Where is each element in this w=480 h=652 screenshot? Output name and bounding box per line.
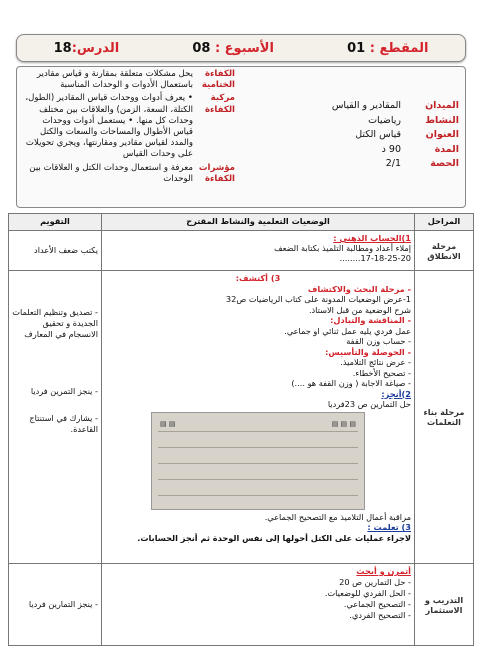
phase-launch: مرحلة الانطلاق	[415, 231, 474, 271]
learned-title: 3) تعلمت :	[367, 522, 411, 532]
table-row-launch	[9, 231, 474, 271]
launch-line-1: إملاء أعداد ومطالبة التلميذ بكتابة الضعف	[274, 243, 411, 253]
do-title: 2)أنجز:	[381, 388, 411, 399]
build-line-7: - صياغة الاجابة ( وزن القفة هو ....)	[291, 378, 411, 388]
build-line-1: 1-عرض الوضعيات المدونة على كتاب الرياضيات ص32	[225, 294, 411, 304]
phase-build: مرحلة بناء التعلمات	[415, 271, 474, 564]
discover-title: 3) أكتشف:	[235, 273, 281, 283]
eval-build	[9, 271, 102, 564]
assess-title: - الحوصلة والتأسيس:	[325, 346, 411, 357]
practice-line-4: - التصحيح الفردي.	[349, 610, 411, 620]
eval-practice: - ينجز التمارين فرديا	[9, 564, 102, 646]
col-phase-header: المراحل	[415, 214, 474, 231]
lesson-item: الدرس:18	[53, 40, 120, 56]
build-line-4: - حساب وزن القفة	[346, 336, 411, 346]
competencies	[21, 69, 235, 187]
table-row-build	[9, 271, 474, 564]
build-line-2: شرح الوضعية من قبل الاستاذ.	[308, 304, 411, 315]
section-item: المقطع : 01	[347, 40, 429, 56]
field-domain: الميدان المقادير و القياس	[331, 100, 459, 111]
field-duration: المدة 90 د	[381, 143, 459, 155]
lesson-info-fields	[233, 99, 459, 172]
launch-line-2: 17-18-25-20........	[339, 253, 411, 263]
activity-practice	[102, 564, 415, 646]
eval-build-2: - ينجز التمرين فرديا	[30, 386, 98, 396]
search-title: - مرحلة البحث والاكتشاف	[307, 283, 411, 294]
table-header-row	[9, 214, 474, 231]
competency-component: مركبة الكفاءة • يعرف أدوات ووحدات قياس المقادير (الطول، الكتلة، السعة، الزمن) والعلاقات بين مختلف وحدات كل منها. • يستعمل أدوات ووحدات قياس الأطوال والمساحات والسعات والكتل والمدد لقياس مقادير ومقارنتها، ويجري تحويلات على وحدات القياس	[25, 93, 235, 160]
col-activity-header: الوضعيات التعلمية والنشاط المقترح	[102, 214, 415, 231]
field-title: العنوان قياس الكتل	[355, 129, 459, 140]
col-eval-header: التقويم	[9, 214, 102, 231]
eval-build-1: - تصديق وتنظيم التعلمات الجديدة و تحقيق الانسجام في المعارف	[12, 307, 98, 339]
table-row-practice	[9, 564, 474, 646]
field-activity: النشاط رياضيات	[368, 114, 459, 126]
build-line-3: عمل فردي يليه عمل ثنائي او جماعي.	[284, 325, 411, 336]
practice-line-1: - حل التمارين ص 20	[339, 577, 411, 587]
practice-line-2: - الحل الفردي للوضعيات.	[324, 588, 411, 598]
mental-calc-title: 1)الحساب الذهني :	[333, 233, 411, 243]
competency-indicators: مؤشرات الكفاءة معرفة و استعمال وحدات الكتل و العلاقات بين الوحدات	[29, 162, 235, 184]
lesson-info-box	[16, 66, 466, 208]
competency-final: الكفاءة الختامية يحل مشكلات متعلقة بمقارنة و قياس مقادير باستعمال الأدوات و الوحدات المناسبة	[36, 69, 235, 91]
discuss-title: - المناقشة والتبادل:	[330, 315, 411, 325]
practice-title: أتمرن و أبحث	[356, 566, 411, 576]
lesson-header	[16, 34, 466, 62]
field-session: الحصة 2/1	[385, 158, 459, 169]
practice-line-3: - التصحيح الجماعي.	[343, 599, 411, 609]
eval-launch: يكتب ضعف الأعداد	[9, 231, 102, 271]
week-item: الأسبوع : 08	[192, 40, 274, 56]
rule-text: لاجراء عمليات على الكتل أحولها إلى نفس الوحدة ثم أنجز الحسابات.	[137, 532, 411, 543]
textbook-exercise-photo: ▤ ▤ ▤ ▤ ▤	[151, 412, 365, 510]
eval-build-3: - يشارك في استنتاج القاعدة.	[29, 413, 98, 434]
lesson-sheet	[6, 8, 474, 648]
build-line-8: حل التمارين ص 23فرديا	[327, 399, 411, 409]
activity-launch	[102, 231, 415, 271]
build-line-6: - تصحيح الأخطاء.	[352, 367, 411, 378]
lesson-table	[8, 213, 474, 646]
build-line-9: مراقبة أعمال التلاميذ مع التصحيح الجماعي.	[264, 511, 411, 522]
activity-build	[102, 271, 415, 564]
phase-practice: التدريب و الاستثمار	[415, 564, 474, 646]
build-line-5: - عرض نتائج التلاميذ.	[340, 357, 411, 367]
